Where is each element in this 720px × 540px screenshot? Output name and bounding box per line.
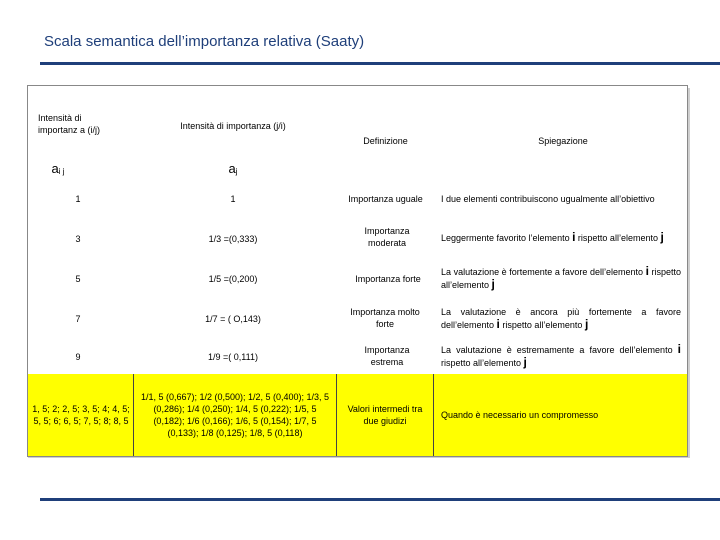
row-4-ij: 7 xyxy=(75,314,81,324)
row-4-ji: 1/7 = ( O,143) xyxy=(205,314,261,324)
row-1-definition: Importanza uguale xyxy=(348,194,423,204)
header-intensity-ji xyxy=(158,114,308,138)
symbol-aij xyxy=(38,158,78,180)
row-4-element-j: j xyxy=(584,316,589,331)
row-4-definition: Importanza molto forte xyxy=(350,307,420,329)
symbol-aij-base: a xyxy=(51,161,59,176)
header-intensity-ji-label: Intensità di importanza (j/i) xyxy=(180,121,286,131)
row-6-definition: Valori intermedi tra due giudizi xyxy=(347,404,423,426)
row-4-element-i: i xyxy=(496,316,500,331)
header-intensity-ij xyxy=(38,94,118,154)
row-3-element-j: j xyxy=(491,277,495,291)
row-1-explanation xyxy=(441,188,681,210)
symbol-aj-base: a xyxy=(228,161,236,176)
row-4-explanation xyxy=(441,300,681,336)
row-2-explanation xyxy=(441,220,681,254)
row-5-ij: 9 xyxy=(75,352,81,362)
row-5-element-j: j xyxy=(523,355,527,369)
row-3-definition: Importanza forte xyxy=(355,274,421,284)
row-6-explanation-text: Quando è necessario un compromesso xyxy=(441,410,599,420)
row-3-explanation-text-2: rispetto all’elemento xyxy=(441,267,681,290)
row-5-explanation-text-2: rispetto all’elemento xyxy=(441,358,524,368)
row-3-ij: 5 xyxy=(75,274,81,284)
row-4-explanation-text: La valutazione è ancora più fortemente a favore dell’elemento xyxy=(441,306,681,330)
symbol-aj xyxy=(218,158,248,180)
row-5-explanation xyxy=(441,338,681,374)
row-5-ji: 1/9 =( 0,111) xyxy=(208,352,258,362)
row-3-explanation xyxy=(441,260,681,296)
column-divider xyxy=(133,374,134,456)
header-spiegazione-label: Spiegazione xyxy=(538,136,588,146)
row-2-ji: 1/3 =(0,333) xyxy=(208,234,258,244)
header-spiegazione xyxy=(468,130,658,152)
row-2-element-i: i xyxy=(572,229,576,244)
row-2-ij: 3 xyxy=(75,234,81,244)
row-6-ij: 1, 5; 2; 2, 5; 3, 5; 4; 4, 5; 5, 5; 6; 6, 5; 7, 5; 8; 8, 5 xyxy=(32,404,130,426)
page-title: Scala semantica dell’importanza relativa (Saaty) xyxy=(44,33,365,50)
row-5-explanation-text: La valutazione è estremamente a favore dell’elemento xyxy=(441,345,678,355)
row-1-ji: 1 xyxy=(230,194,236,204)
row-6-explanation xyxy=(441,378,681,452)
row-3-explanation-text: La valutazione è fortemente a favore dell’elemento xyxy=(441,267,646,277)
symbol-aj-sub: j xyxy=(235,167,238,176)
row-4-explanation-text-2: rispetto all’elemento xyxy=(499,319,585,330)
header-intensity-ij-label: Intensità di importanz a (i/j) xyxy=(38,113,101,135)
symbol-aij-sub: i j xyxy=(58,167,65,176)
top-rule xyxy=(40,62,720,65)
row-2-definition: Importanza moderata xyxy=(364,226,410,248)
header-definizione xyxy=(338,130,433,152)
column-divider xyxy=(433,374,434,456)
row-2-element-j: j xyxy=(660,229,664,244)
header-definizione-label: Definizione xyxy=(363,136,408,146)
row-1-explanation-text: I due elementi contribuiscono ugualmente all’obiettivo xyxy=(441,194,655,204)
bottom-rule xyxy=(40,498,720,501)
row-6-ji: 1/1, 5 (0,667); 1/2 (0,500); 1/2, 5 (0,400); 1/3, 5 (0,286); 1/4 (0,250); 1/4, 5 (0,222); 1/5, 5 (0,182); 1/6 (0,166); 1/6, 5 (0,154); 1/7, 5 (0,133); 1/8 (0,125); 1/8, 5 (0,118) xyxy=(140,392,330,438)
row-3-ji: 1/5 =(0,200) xyxy=(208,274,258,284)
row-5-element-i: i xyxy=(677,342,681,356)
row-2-explanation-text: Leggermente favorito l’elemento xyxy=(441,232,573,243)
row-2-explanation-text-2: rispetto all’elemento xyxy=(575,232,661,243)
column-divider xyxy=(336,374,337,456)
row-5-definition: Importanza estrema xyxy=(364,345,410,367)
row-1-ij: 1 xyxy=(75,194,81,204)
row-3-element-i: i xyxy=(645,264,649,278)
saaty-table xyxy=(27,85,688,457)
